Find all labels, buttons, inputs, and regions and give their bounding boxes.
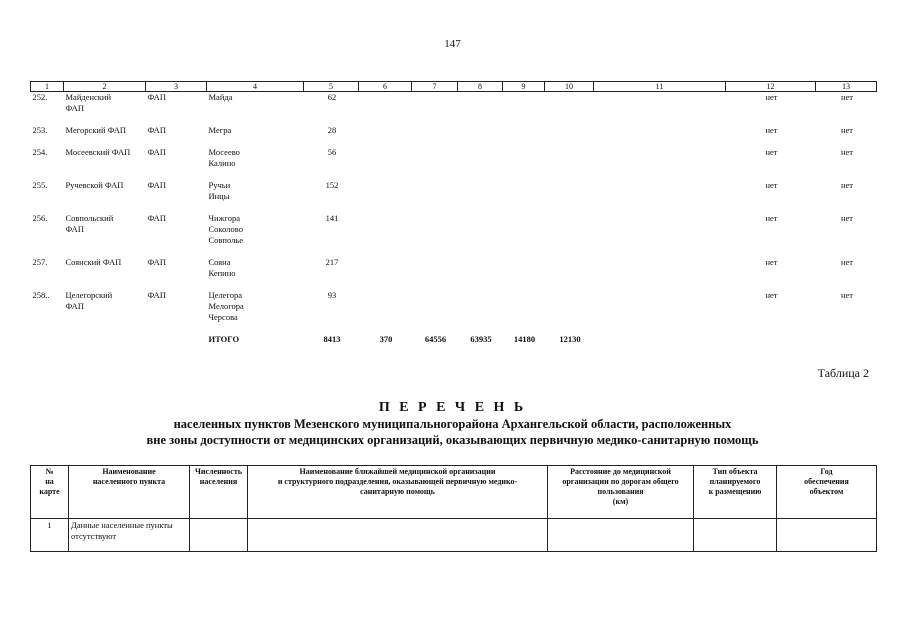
col12-value: нет: [765, 257, 778, 267]
column-number: 12: [726, 82, 816, 92]
population: 141: [325, 213, 339, 223]
row-number: 252.: [32, 92, 48, 102]
facility-name: Ручевской ФАП: [65, 180, 124, 190]
population: 62: [327, 92, 337, 102]
header-row: [31, 466, 877, 519]
facility-type: ФАП: [147, 92, 166, 102]
facility-name: Совпольский ФАП: [65, 213, 114, 234]
localities: Чижгора Соколово Совполье: [208, 213, 244, 245]
col13-value: нет: [840, 180, 854, 190]
facility-type: ФАП: [147, 290, 166, 300]
table-row: [31, 125, 877, 147]
table-label: Таблица 2: [817, 366, 869, 380]
total-value: 8413: [323, 334, 341, 344]
population: 28: [327, 125, 337, 135]
total-value: 14180: [513, 334, 536, 344]
table-row: [31, 92, 877, 126]
header-cell: Расстояние до медицинской организации по дорогам общего пользования (км): [548, 466, 694, 519]
column-number: 9: [503, 82, 545, 92]
facility-name: Майденский ФАП: [65, 92, 112, 113]
column-number-row: [31, 82, 877, 92]
header-cell: Наименование ближайшей медицинской организации и структурного подразделения, оказывающей первичную медико- санитарную помощь: [248, 466, 548, 519]
population: 152: [325, 180, 339, 190]
col13-value: нет: [840, 290, 854, 300]
table-row: [31, 213, 877, 257]
facility-name: Соянский ФАП: [65, 257, 122, 267]
col13-value: нет: [840, 147, 854, 157]
localities: Целегора Мелогора Черсова: [208, 290, 244, 322]
row-number: 254.: [32, 147, 48, 157]
population: 93: [327, 290, 337, 300]
column-number: 6: [359, 82, 412, 92]
header-cell: Тип объекта планируемого к размещению: [694, 466, 777, 519]
col12-value: нет: [765, 180, 778, 190]
subtitle-line: вне зоны доступности от медицинских организаций, оказывающих первичную медико-санитарную помощь: [146, 433, 759, 447]
page-number: 147: [444, 38, 461, 50]
localities: Мегра: [208, 125, 232, 135]
localities: Майда: [208, 92, 233, 102]
continuation-table: [30, 81, 877, 345]
col12-value: нет: [765, 213, 778, 223]
facility-type: ФАП: [147, 257, 166, 267]
column-number: 1: [31, 82, 64, 92]
col13-value: нет: [840, 92, 854, 102]
table-row: [31, 519, 877, 552]
column-number: 13: [816, 82, 877, 92]
organization: [248, 519, 548, 552]
population: [190, 519, 248, 552]
population: 217: [325, 257, 339, 267]
document-subtitle: [0, 416, 905, 448]
facility-type: ФАП: [147, 125, 166, 135]
row-number: 1: [31, 519, 69, 552]
table-row: [31, 147, 877, 180]
total-value: 12130: [559, 334, 581, 344]
locality-name: Данные населенные пункты отсутствуют: [69, 519, 190, 552]
distance: [548, 519, 694, 552]
column-number: 5: [304, 82, 359, 92]
column-number: 8: [458, 82, 503, 92]
header-cell: Год обеспечения объектом: [777, 466, 877, 519]
total-value: 64556: [424, 334, 447, 344]
object-type: [694, 519, 777, 552]
col13-value: нет: [840, 213, 854, 223]
col12-value: нет: [765, 92, 778, 102]
row-number: 253.: [32, 125, 48, 135]
facility-name: Целегорский ФАП: [65, 290, 113, 311]
localities: Ручьи Инцы: [208, 180, 231, 201]
column-number: 4: [207, 82, 304, 92]
column-number: 2: [64, 82, 146, 92]
column-number: 11: [594, 82, 726, 92]
table-row: [31, 180, 877, 213]
localities-table: [30, 465, 877, 552]
facility-type: ФАП: [147, 213, 166, 223]
localities: Сояна Кепино: [208, 257, 236, 278]
facility-name: Мегорский ФАП: [65, 125, 127, 135]
year: [777, 519, 877, 552]
col12-value: нет: [765, 290, 778, 300]
col13-value: нет: [840, 125, 854, 135]
facility-type: ФАП: [147, 180, 166, 190]
total-value: 370: [379, 334, 393, 344]
header-cell: Численность населения: [190, 466, 248, 519]
row-number: 257.: [32, 257, 48, 267]
row-number: 256.: [32, 213, 48, 223]
facility-type: ФАП: [147, 147, 166, 157]
column-number: 7: [412, 82, 458, 92]
col12-value: нет: [765, 147, 778, 157]
column-number: 3: [146, 82, 207, 92]
row-number: 258..: [32, 290, 50, 300]
header-cell: № на карте: [31, 466, 69, 519]
facility-name: Мосеевский ФАП: [65, 147, 131, 157]
document-title: П Е Р Е Ч Е Н Ь: [378, 400, 527, 415]
subtitle-line: населенных пунктов Мезенского муниципальногорайона Архангельской области, расположенных: [173, 417, 732, 431]
population: 56: [327, 147, 337, 157]
total-label: ИТОГО: [208, 334, 240, 344]
column-number: 10: [545, 82, 594, 92]
total-value: 63935: [470, 334, 492, 344]
localities: Мосеево Калино: [208, 147, 240, 168]
table-row: [31, 257, 877, 290]
col13-value: нет: [840, 257, 854, 267]
row-number: 255.: [32, 180, 48, 190]
total-row: [31, 334, 877, 345]
header-cell: Наименование населенного пункта: [69, 466, 190, 519]
col12-value: нет: [765, 125, 778, 135]
table-row: [31, 290, 877, 334]
